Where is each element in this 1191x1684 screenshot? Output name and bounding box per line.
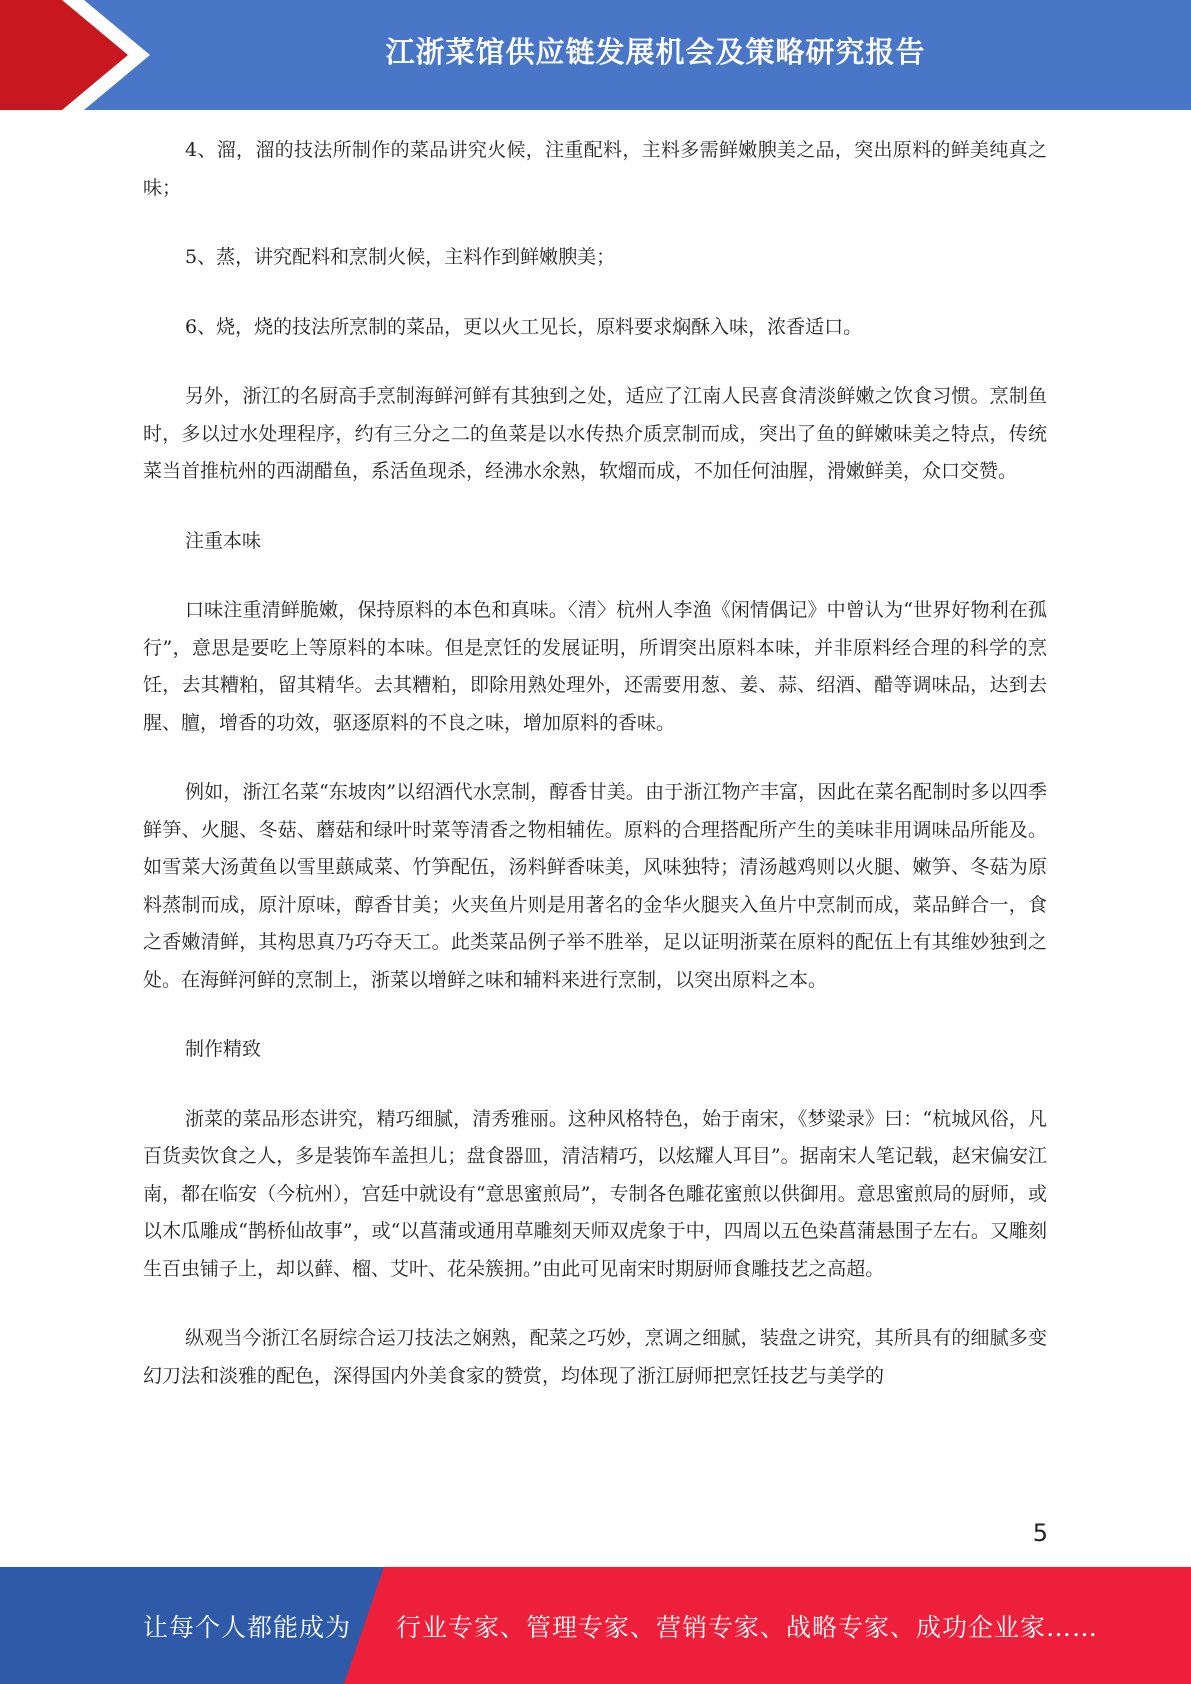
section-heading: 制作精致 [185,1038,262,1060]
page-header [0,0,1191,110]
section-heading: 注重本味 [185,529,262,552]
paragraph: 5、蒸，讲究配料和烹制火候，主料作到鲜嫩腴美； [185,246,616,268]
page-footer [0,1567,1191,1684]
paragraph: 另外，浙江的名厨高手烹制海鲜河鲜有其独到之处，适应了江南人民喜食清淡鲜嫩之饮食习惯。烹制鱼时，多以过水处理程序，约有三分之二的鱼菜是以水传热介质烹制而成，突出了鱼的鲜嫩味美之特点，传统菜当首推杭州的西湖醋鱼，系活鱼现杀，经沸水氽熟，软熘而成，不加任何油腥，滑嫩鲜美，众口交赞。 [143,385,1047,482]
paragraph: 口味注重清鲜脆嫩，保持原料的本色和真味。〈清〉杭州人李渔《闲情偶记》中曾认为“世界好物利在孤行”，意思是要吃上等原料的本味。但是烹饪的发展证明，所谓突出原料本味，并非原料经合理的科学的烹饪，去其糟粕，留其精华。去其糟粕，即除用熟处理外，还需要用葱、姜、蒜、绍酒、醋等调味品，达到去腥、膻，增香的功效，驱逐原料的不良之味，增加原料的香味。 [143,599,1047,734]
report-title: 江浙菜馆供应链发展机会及策略研究报告 [385,34,926,69]
page-number: 5 [1032,1519,1048,1547]
document-body [143,132,1047,1427]
paragraph: 浙菜的菜品形态讲究，精巧细腻，清秀雅丽。这种风格特色，始于南宋，《梦粱录》曰：“杭城风俗，凡百货卖饮食之人，多是装饰车盖担儿；盘食器皿，清洁精巧，以炫耀人耳目”。据南宋人笔记载，赵宋偏安江南，都在临安（今杭州），宫廷中就设有“意思蜜煎局”，专制各色雕花蜜煎以供御用。意思蜜煎局的厨师，或以木瓜雕成“鹊桥仙故事”，或“以菖蒲或通用草雕刻天师双虎象于中，四周以五色染菖蒲悬围子左右。又雕刻生百虫铺子上，却以藓、榴、艾叶、花朵簇拥。”由此可见南宋时期厨师食雕技艺之高超。 [143,1107,1047,1280]
paragraph: 6、烧，烧的技法所烹制的菜品，更以火工见长，原料要求焖酥入味，浓香适口。 [185,315,863,338]
footer-slogan-right: 行业专家、管理专家、营销专家、战略专家、成功企业家…… [396,1612,1099,1642]
paragraph: 4、溜，溜的技法所制作的菜品讲究火候，注重配料，主料多需鲜嫩腴美之品，突出原料的鲜美纯真之味； [143,139,1047,199]
paragraph: 例如，浙江名菜“东坡肉”以绍酒代水烹制，醇香甘美。由于浙江物产丰富，因此在菜名配制时多以四季鲜笋、火腿、冬菇、蘑菇和绿叶时菜等清香之物相辅佐。原料的合理搭配所产生的美味非用调味品所能及。如雪菜大汤黄鱼以雪里蕻咸菜、竹笋配伍，汤料鲜香味美，风味独特；清汤越鸡则以火腿、嫩笋、冬菇为原料蒸制而成，原汁原味，醇香甘美；火夹鱼片则是用著名的金华火腿夹入鱼片中烹制而成，菜品鲜合一，食之香嫩清鲜，其构思真乃巧夺天工。此类菜品例子举不胜举，足以证明浙菜在原料的配伍上有其维妙独到之处。在海鲜河鲜的烹制上，浙菜以增鲜之味和辅料来进行烹制，以突出原料之本。 [143,781,1047,991]
footer-slogan-left: 让每个人都能成为 [143,1612,352,1642]
paragraph: 纵观当今浙江名厨综合运刀技法之娴熟，配菜之巧妙，烹调之细腻，装盘之讲究，其所具有的细腻多变幻刀法和淡雅的配色，深得国内外美食家的赞赏，均体现了浙江厨师把烹饪技艺与美学的 [143,1327,1047,1387]
